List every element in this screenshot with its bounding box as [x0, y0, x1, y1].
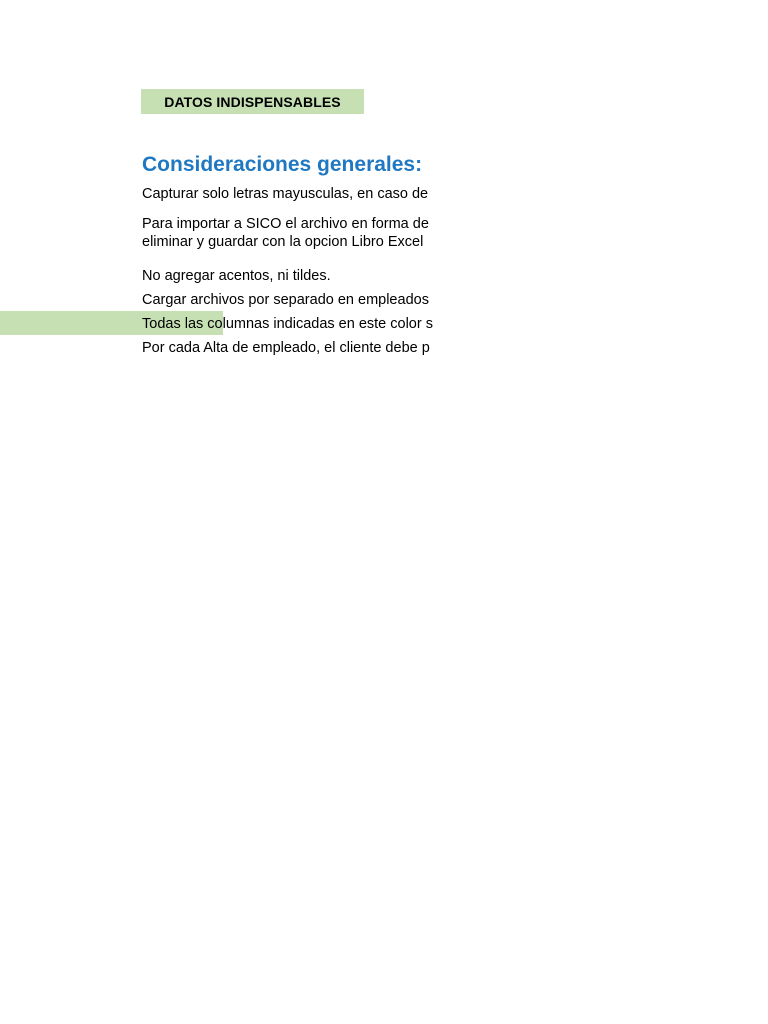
datos-indispensables-badge — [141, 89, 364, 114]
consideration-line: Para importar a SICO el archivo en forma de — [142, 216, 429, 232]
consideration-line: No agregar acentos, ni tildes. — [142, 268, 331, 284]
section-heading: Consideraciones generales: — [142, 153, 423, 176]
consideration-line: eliminar y guardar con la opcion Libro Excel — [142, 234, 424, 250]
consideration-line: Capturar solo letras mayusculas, en caso de — [142, 186, 429, 202]
consideration-line: Todas las columnas indicadas en este color s — [142, 316, 433, 332]
considerations-list — [142, 180, 458, 370]
consideration-line: Cargar archivos por separado en empleados — [142, 292, 429, 308]
badge-label: DATOS INDISPENSABLES — [164, 93, 341, 110]
consideration-line: Por cada Alta de empleado, el cliente debe p — [142, 340, 430, 356]
